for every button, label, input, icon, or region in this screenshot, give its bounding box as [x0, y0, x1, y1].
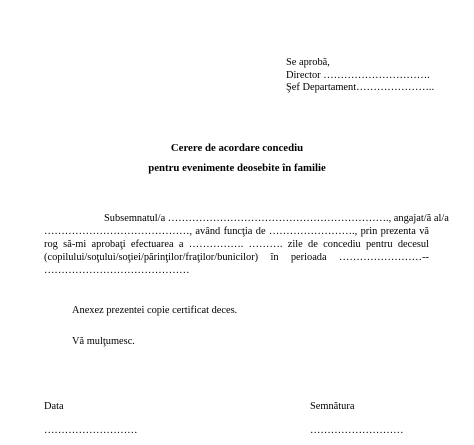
thanks-line: Vă mulţumesc.	[72, 336, 135, 347]
body-line-1: Subsemnatul/a ………………………………………………………., angajat/ă al/a	[104, 213, 449, 224]
approval-heading: Se aprobă,	[286, 57, 330, 68]
body-line-4: (copilului/soţului/soţiei/părinţilor/fraţilor/bunicilor) în perioada ……………………--	[44, 252, 429, 263]
signature-line: ………………………	[310, 425, 404, 436]
body-line-3: rog să-mi aprobaţi efectuarea a ……………. ………. zile de concediu pentru decesul	[44, 239, 429, 250]
date-line: ………………………	[44, 425, 138, 436]
director-line: Director ………………………….	[286, 70, 430, 81]
title-line-2: pentru evenimente deosebite în familie	[148, 162, 326, 174]
date-label: Data	[44, 401, 64, 412]
signature-label: Semnătura	[310, 401, 355, 412]
title-line-1: Cerere de acordare concediu	[170, 142, 304, 154]
department-head-line: Şef Departament…………………..	[286, 82, 435, 93]
body-line-5: ……………………………………	[44, 265, 190, 276]
body-line-2: ……………………………………, având funcţia de ……………………., prin prezenta vă	[44, 226, 429, 237]
attachment-note: Anexez prezentei copie certificat deces.	[72, 305, 238, 316]
